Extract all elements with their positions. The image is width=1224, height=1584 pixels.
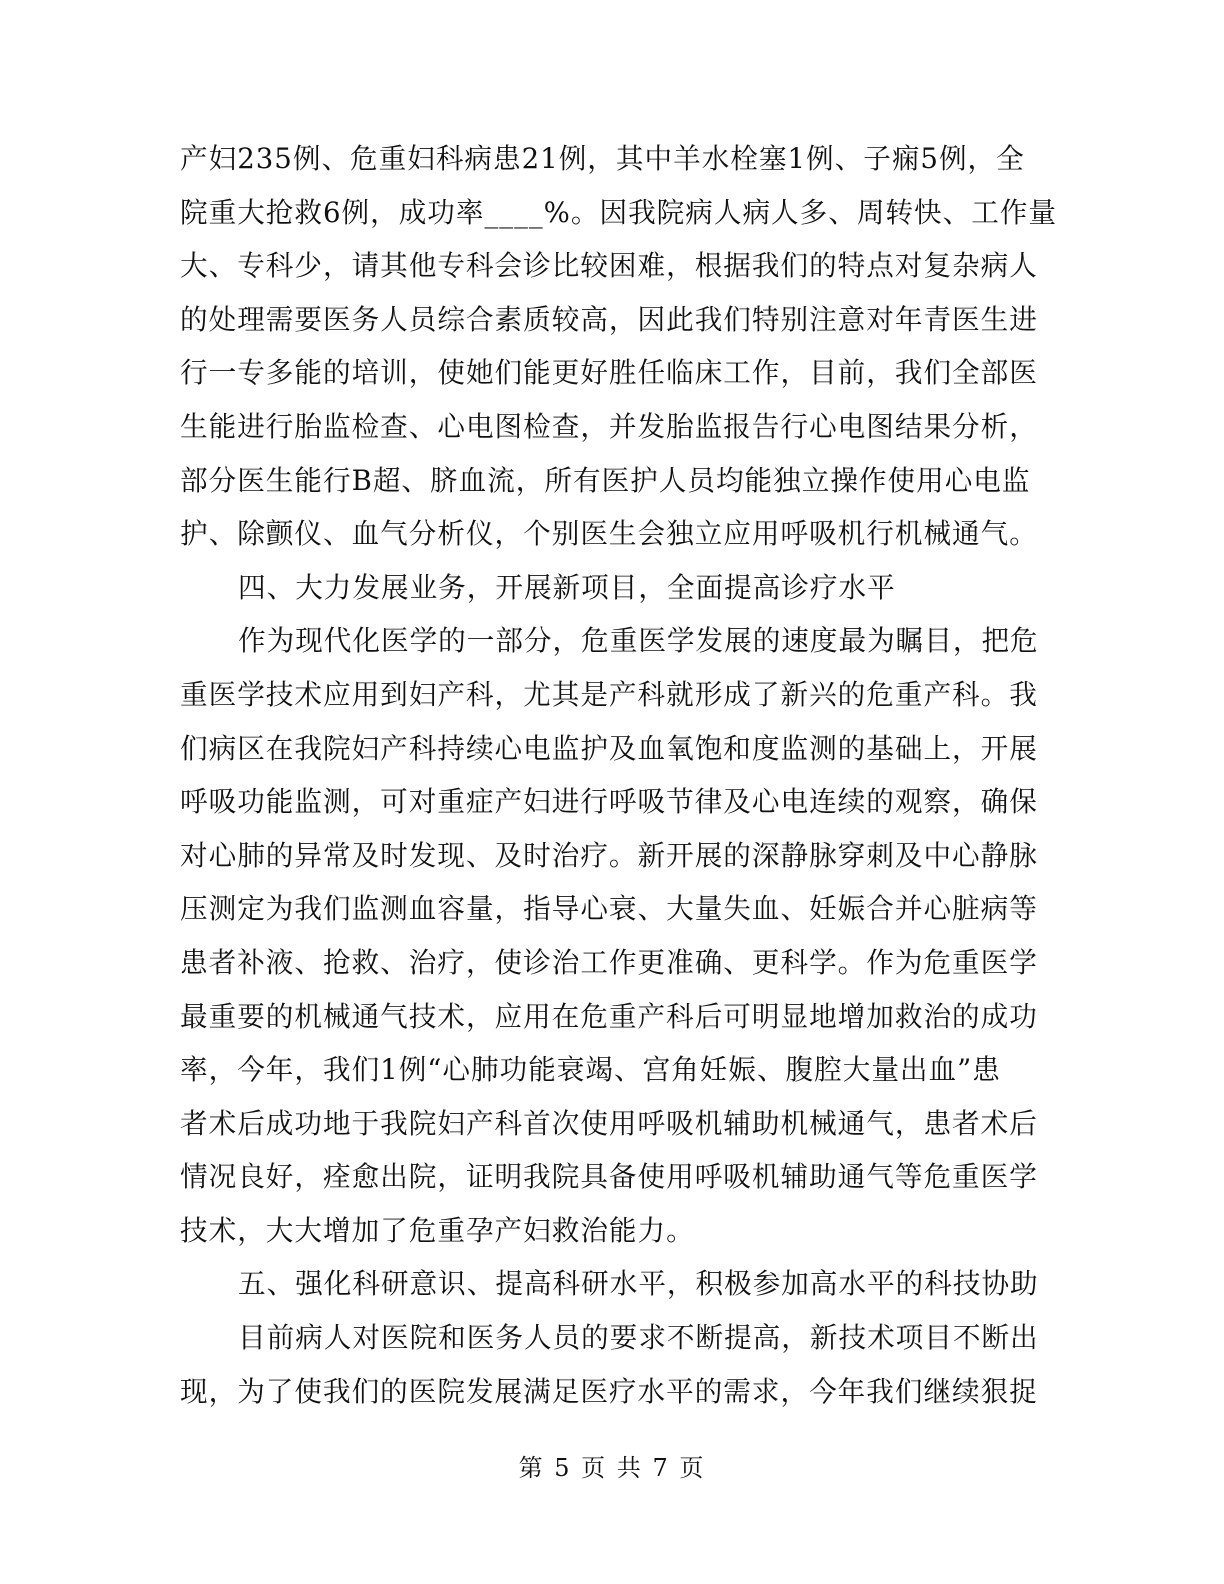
text-line: 四、大力发展业务，开展新项目，全面提高诊疗水平: [238, 570, 896, 604]
text-line: 率，今年，我们1例“心肺功能衰竭、宫角妊娠、腹腔大量出血”患: [180, 1053, 1001, 1087]
text-line: 目前病人对医院和医务人员的要求不断提高，新技术项目不断出: [238, 1321, 1039, 1355]
text-line: 大、专科少，请其他专科会诊比较困难，根据我们的特点对复杂病人: [180, 249, 1038, 283]
text-line: 重医学技术应用到妇产科，尤其是产科就形成了新兴的危重产科。我: [180, 677, 1038, 711]
text-line: 作为现代化医学的一部分，危重医学发展的速度最为瞩目，把危: [238, 624, 1039, 658]
text-line: 生能进行胎监检查、心电图检查，并发胎监报告行心电图结果分析，: [180, 409, 1038, 443]
text-line: 产妇235例、危重妇科病患21例，其中羊水栓塞1例、子痫5例，全: [180, 142, 1025, 175]
text-line: 行一专多能的培训，使她们能更好胜任临床工作，目前，我们全部医: [180, 356, 1038, 390]
text-line: 情况良好，痊愈出院，证明我院具备使用呼吸机辅助通气等危重医学: [180, 1160, 1038, 1194]
text-line: 护、除颤仪、血气分析仪，个别医生会独立应用呼吸机行机械通气。: [180, 517, 1038, 551]
text-line: 们病区在我院妇产科持续心电监护及血氧饱和度监测的基础上，开展: [180, 731, 1038, 765]
text-line: 现，为了使我们的医院发展满足医疗水平的需求，今年我们继续狠捉: [180, 1374, 1038, 1408]
text-line: 部分医生能行B超、脐血流，所有医护人员均能独立操作使用心电监: [180, 463, 1031, 497]
text-line: 压测定为我们监测血容量，指导心衰、大量失血、妊娠合并心脏病等: [180, 892, 1038, 926]
text-line: 者术后成功地于我院妇产科首次使用呼吸机辅助机械通气，患者术后: [180, 1106, 1038, 1140]
text-line: 院重大抢救6例，成功率____%。因我院病人病人多、周转快、工作量: [180, 195, 1057, 229]
text-line: 五、强化科研意识、提高科研水平，积极参加高水平的科技协助: [238, 1267, 1039, 1301]
text-line: 的处理需要医务人员综合素质较高，因此我们特别注意对年青医生进: [180, 302, 1038, 336]
document-body: [180, 132, 1057, 1418]
text-line: 对心肺的异常及时发现、及时治疗。新开展的深静脉穿刺及中心静脉: [180, 838, 1038, 872]
text-line: 技术，大大增加了危重孕产妇救治能力。: [180, 1213, 695, 1247]
text-line: 最重要的机械通气技术，应用在危重产科后可明显地增加救治的成功: [180, 999, 1038, 1033]
text-line: 患者补液、抢救、治疗，使诊治工作更准确、更科学。作为危重医学: [180, 945, 1038, 979]
page-number-footer: 第 5 页 共 7 页: [518, 1454, 706, 1482]
text-line: 呼吸功能监测，可对重症产妇进行呼吸节律及心电连续的观察，确保: [180, 785, 1038, 819]
